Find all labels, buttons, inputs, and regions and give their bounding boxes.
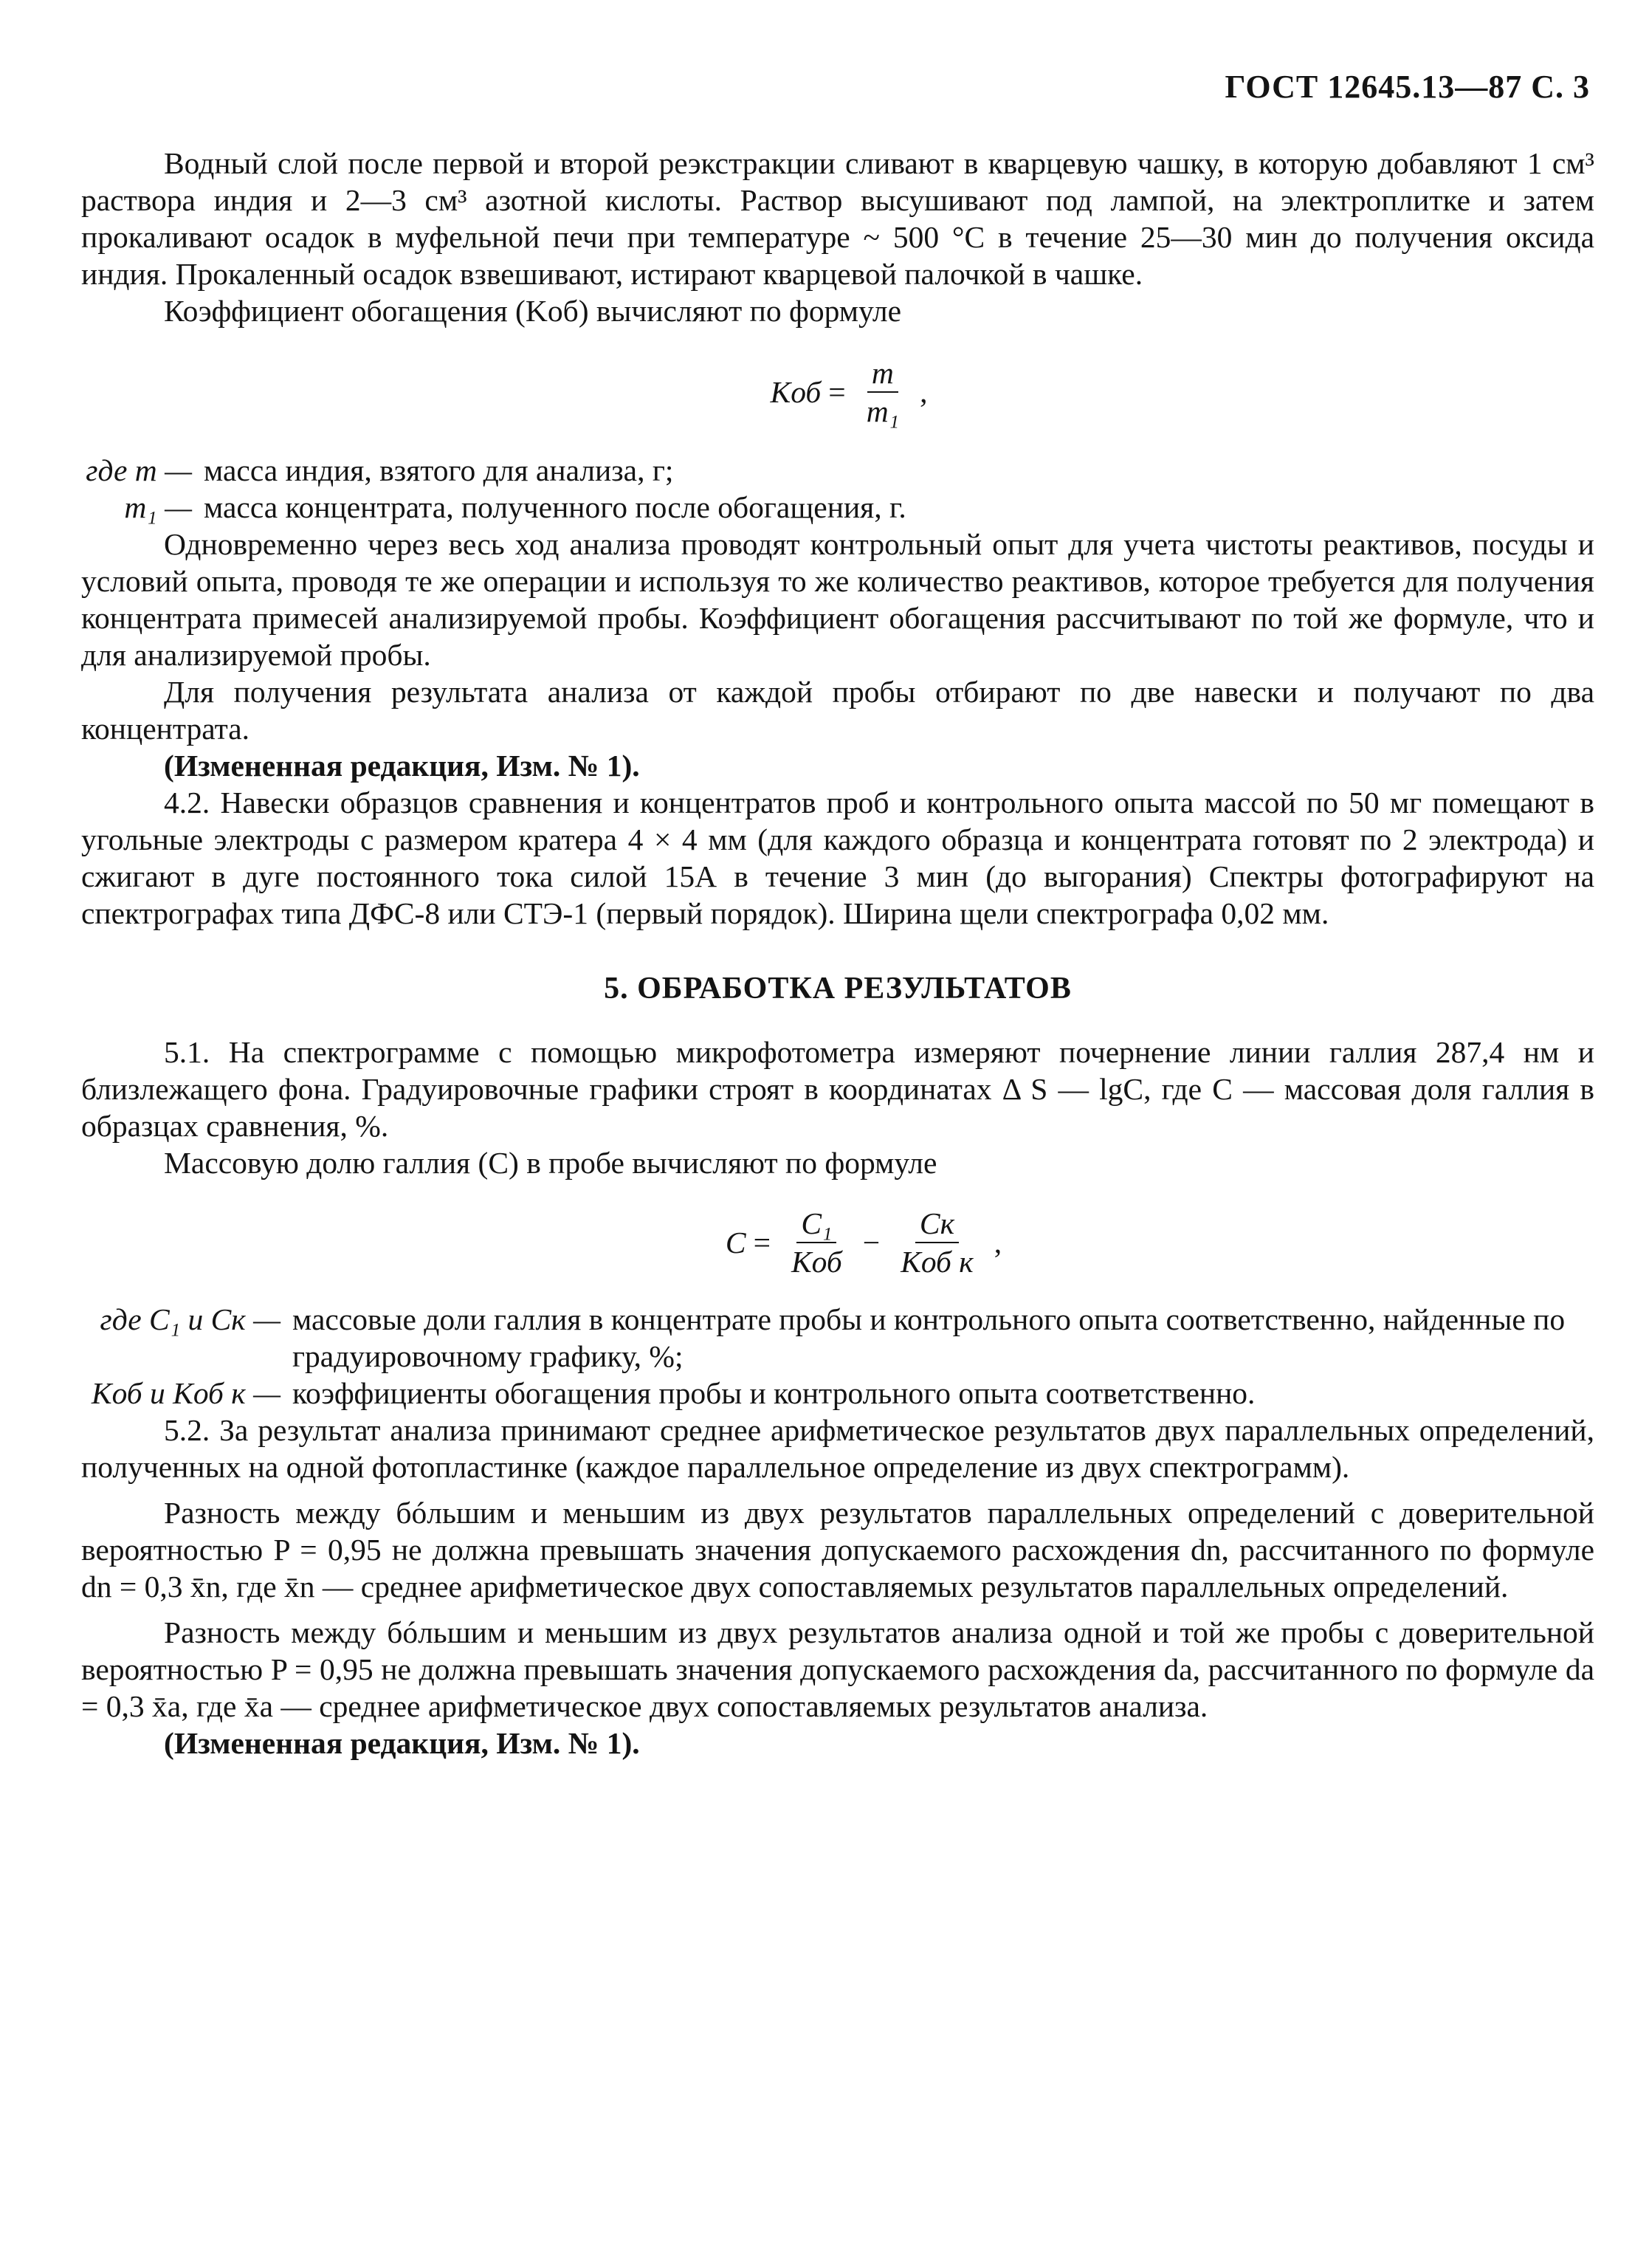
formula-numerator: Cк [915, 1206, 959, 1243]
spacer [81, 1605, 1594, 1614]
formula-lhs: C [725, 1226, 746, 1260]
paragraph: Одновременно через весь ход анализа проводят контрольный опыт для учета чистоты реактивов, посуды и условий опыта, проводя те же операции и используя то же количество реактивов, которое требуется для получения концентрата примесей анализируемой пробы. Коэффициент обогащения рассчитывают по той же формуле, что и для анализируемой пробы. [81, 527, 1594, 672]
formula-tail: , [920, 375, 928, 409]
formula-numerator: m [867, 356, 898, 393]
document-body [81, 145, 1594, 1762]
paragraph: Массовую долю галлия (C) в пробе вычисляют по формуле [164, 1146, 937, 1180]
paragraph: Для получения результата анализа от каждой пробы отбирают по две навески и получают по два концентрата. [81, 675, 1594, 746]
where-symbol: где C₁ и Cк — [100, 1302, 280, 1336]
paragraph: Разность между бóльшим и меньшим из двух результатов параллельных определений с доверительной вероятностью P = 0,95 не должна превышать значения допускаемого расхождения dn, рассчитанного по формуле dn = 0,3 x̄n, где x̄n — среднее арифметическое двух сопоставляемых результатов параллельных определений. [81, 1496, 1594, 1604]
formula-minus: − [862, 1226, 881, 1260]
where-symbol: где m — [86, 453, 192, 487]
formula-lhs: Kоб [770, 375, 822, 409]
where-definitions [81, 452, 1594, 526]
where-definitions [81, 1301, 1594, 1412]
formula-enrichment-coefficient [81, 356, 1594, 428]
where-definition: масса индия, взятого для анализа, г; [204, 453, 674, 487]
where-definition: масса концентрата, полученного после обогащения, г. [204, 490, 906, 524]
formula-fraction [862, 356, 903, 428]
paragraph: 5.2. За результат анализа принимают среднее арифметическое результатов двух параллельных определений, полученных на одной фотопластинке (каждое параллельное определение из двух спектрограмм). [81, 1413, 1594, 1484]
paragraph: 4.2. Навески образцов сравнения и концентратов проб и контрольного опыта массой по 50 мг помещают в угольные электроды с размером кратера 4 × 4 мм (для каждого образца и концентрата готовят по 2 электрода) и сжигают в дуге постоянного тока силой 15А в течение 3 мин (до выгорания) Спектры фотографируют на спектрографах типа ДФС-8 или СТЭ-1 (первый порядок). Ширина щели спектрографа 0,02 мм. [81, 786, 1594, 930]
formula-denominator: Kоб к [901, 1245, 974, 1279]
formula-numerator: C₁ [796, 1206, 836, 1243]
formula-denominator: Kоб [791, 1245, 842, 1279]
edit-note: (Измененная редакция, Изм. № 1). [164, 749, 640, 783]
where-definition: массовые доли галлия в концентрате пробы и контрольного опыта соответственно, найденные по градуировочному графику, %; [292, 1302, 1566, 1373]
where-symbol: Kоб и Kоб к — [91, 1376, 280, 1410]
spacer [81, 1485, 1594, 1494]
paragraph: 5.1. На спектрограмме с помощью микрофотометра измеряют почернение линии галлия 287,4 нм и близлежащего фона. Градуировочные графики строят в координатах Δ S — lgC, где C — массовая доля галлия в образцах сравнения, %. [81, 1035, 1594, 1143]
formula-equals: = [828, 375, 846, 409]
edit-note: (Измененная редакция, Изм. № 1). [164, 1726, 640, 1760]
formula-gallium-fraction [81, 1206, 1594, 1279]
paragraph: Водный слой после первой и второй реэкстракции сливают в кварцевую чашку, в которую добавляют 1 см³ раствора индия и 2—3 см³ азотной кислоты. Раствор высушивают под лампой, на электроплитке и затем прокаливают осадок в муфельной печи при температуре ~ 500 °С в течение 25—30 мин до получения оксида индия. Прокаленный осадок взвешивают, истирают кварцевой палочкой в чашке. [81, 146, 1594, 291]
where-definition: коэффициенты обогащения пробы и контрольного опыта соответственно. [292, 1376, 1256, 1410]
where-symbol: m₁ — [124, 490, 192, 524]
formula-fraction [896, 1206, 978, 1279]
page-header: ГОСТ 12645.13—87 С. 3 [1225, 69, 1590, 105]
formula-fraction [787, 1206, 847, 1279]
paragraph: Коэффициент обогащения (Kоб) вычисляют по формуле [164, 294, 902, 328]
formula-tail: , [994, 1226, 1002, 1260]
paragraph: Разность между бóльшим и меньшим из двух результатов анализа одной и той же пробы с доверительной вероятностью P = 0,95 не должна превышать значения допускаемого расхождения da, рассчитанного по формуле da = 0,3 x̄a, где x̄a — среднее арифметическое двух сопоставляемых результатов анализа. [81, 1615, 1594, 1723]
formula-equals: = [753, 1226, 771, 1260]
formula-denominator: m₁ [866, 394, 900, 428]
section-title: 5. ОБРАБОТКА РЕЗУЛЬТАТОВ [604, 972, 1072, 1006]
